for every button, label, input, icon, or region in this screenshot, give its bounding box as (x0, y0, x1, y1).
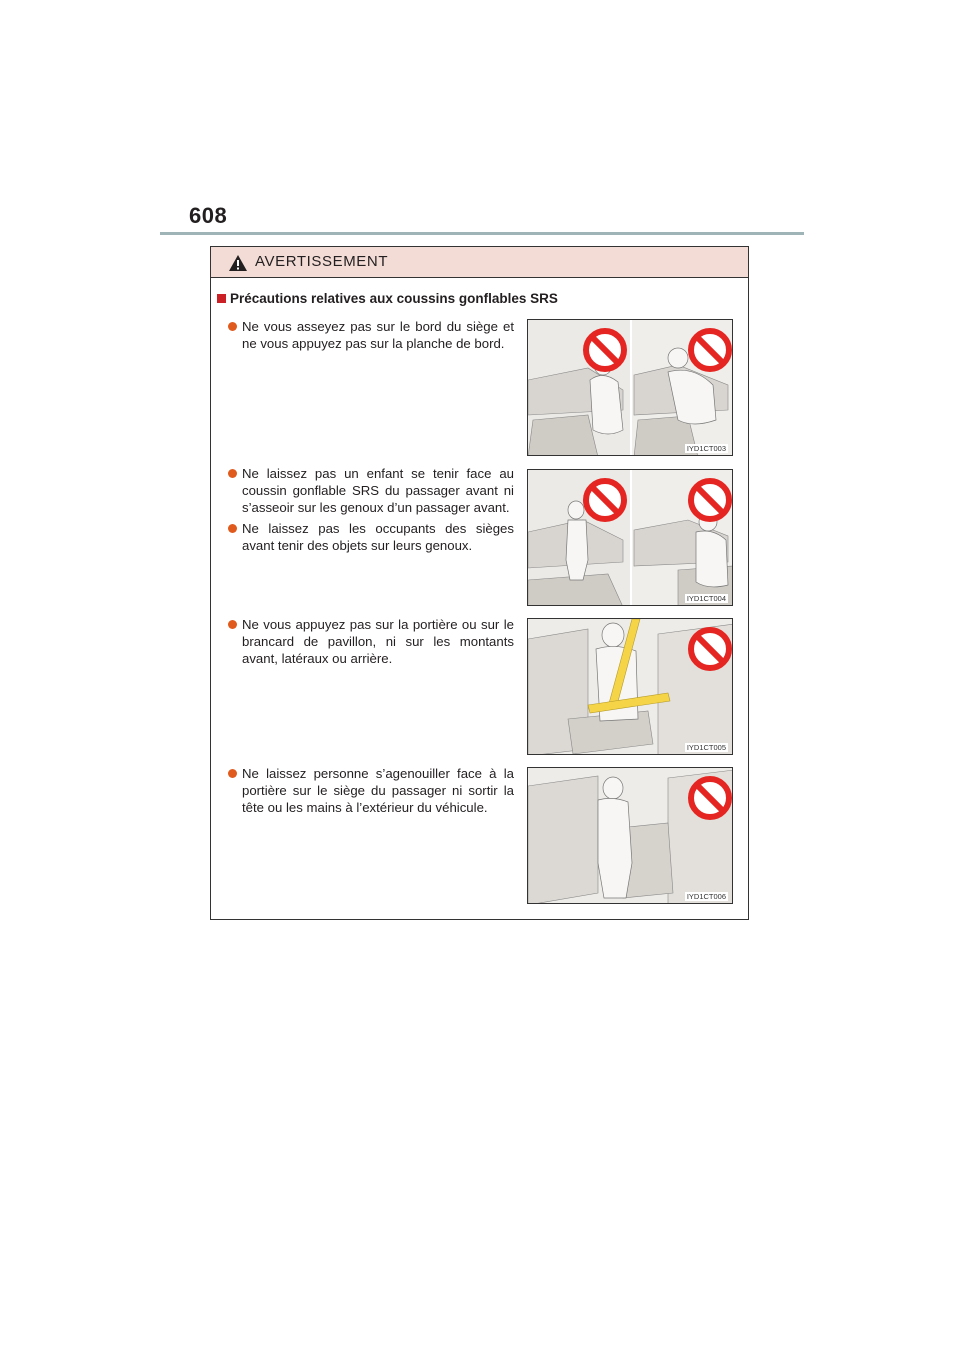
prohibited-icon (691, 481, 729, 519)
bullet-text: Ne vous appuyez pas sur la portière ou sur le brancard de pavillon, ni sur les montants avant, latéraux ou arrière. (242, 617, 514, 666)
bullet-item (228, 520, 514, 554)
section-heading (217, 291, 558, 306)
figure-code: IYD1CT003 (686, 444, 726, 453)
bullet-dot-icon (228, 620, 237, 629)
bullet-dot-icon (228, 524, 237, 533)
figure-code: IYD1CT004 (686, 594, 726, 603)
prohibited-icon (691, 630, 729, 668)
warning-header (211, 247, 748, 278)
illustration-kneeling-door (527, 767, 733, 904)
illustration-leaning-door (527, 618, 733, 755)
illustration-child-front (527, 469, 733, 606)
header-rule (160, 232, 804, 235)
square-bullet-icon (217, 294, 226, 303)
bullet-item (228, 465, 514, 516)
warning-title: AVERTISSEMENT (255, 253, 389, 270)
bullet-dot-icon (228, 469, 237, 478)
warning-triangle-icon (228, 254, 248, 272)
page-number: 608 (189, 203, 228, 228)
illustration-edge-of-seat (527, 319, 733, 456)
warning-box (210, 246, 749, 920)
section-heading-text: Précautions relatives aux coussins gonflables SRS (230, 291, 558, 306)
illustration-art (528, 320, 733, 456)
bullet-text: Ne vous asseyez pas sur le bord du siège et ne vous appuyez pas sur la planche de bord. (242, 319, 514, 351)
prohibited-icon (586, 481, 624, 519)
prohibited-icon (691, 331, 729, 369)
figure-code: IYD1CT006 (686, 892, 726, 901)
bullet-item (228, 765, 514, 816)
figure-code: IYD1CT005 (686, 743, 726, 752)
prohibited-icon (586, 331, 624, 369)
bullet-text: Ne laissez personne s’agenouiller face à la portière sur le siège du passager ni sortir la tête ou les mains à l’extérieur du véhicule. (242, 766, 514, 815)
illustration-art (528, 768, 733, 904)
illustration-art (528, 619, 733, 755)
bullet-item (228, 318, 514, 352)
bullet-text: Ne laissez pas les occupants des sièges avant tenir des objets sur leurs genoux. (242, 521, 514, 553)
bullet-dot-icon (228, 769, 237, 778)
illustration-art (528, 470, 733, 606)
prohibited-icon (691, 779, 729, 817)
bullet-text: Ne laissez pas un enfant se tenir face au coussin gonflable SRS du passager avant ni s’asseoir sur les genoux d’un passager avant. (242, 466, 514, 515)
bullet-dot-icon (228, 322, 237, 331)
bullet-item (228, 616, 514, 667)
